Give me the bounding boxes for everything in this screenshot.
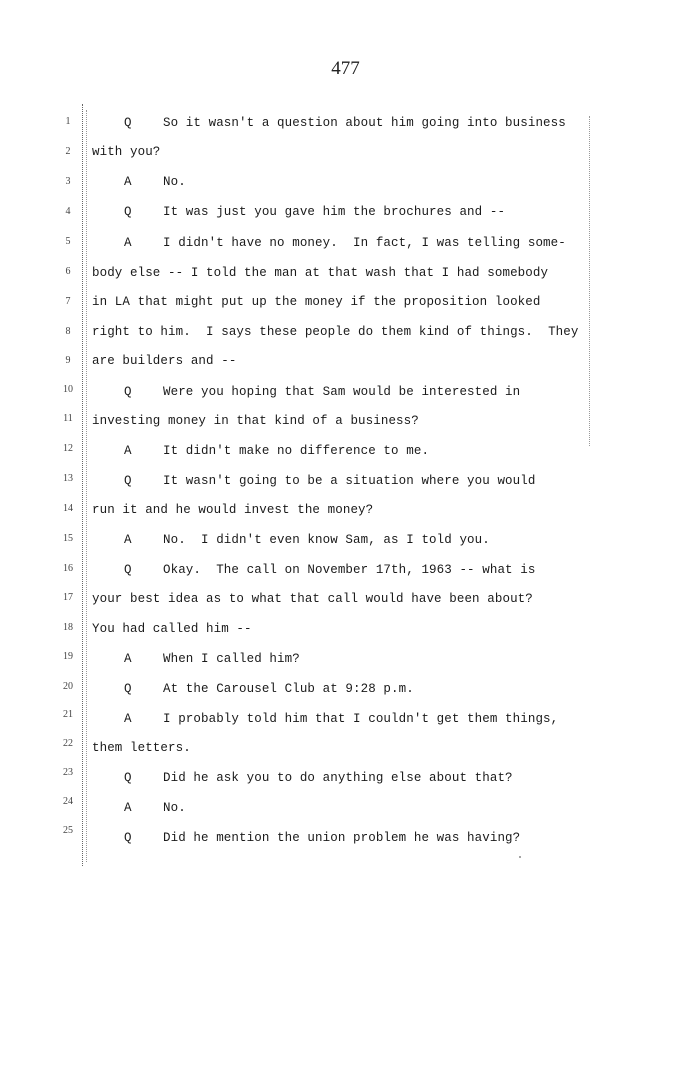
transcript-line <box>124 175 186 189</box>
transcript-line <box>92 295 540 309</box>
line-text: It wasn't going to be a situation where you would <box>163 474 536 488</box>
transcript-line <box>92 622 252 636</box>
line-text: It was just you gave him the brochures and -- <box>163 205 506 219</box>
line-text: Did he ask you to do anything else about that? <box>163 771 513 785</box>
line-text: I probably told him that I couldn't get them things, <box>163 712 559 726</box>
line-number: 2 <box>65 146 71 157</box>
transcript-line <box>124 563 535 577</box>
line-text: with you? <box>92 145 161 159</box>
line-text: You had called him -- <box>92 622 252 636</box>
line-number: 9 <box>65 355 71 366</box>
transcript-line <box>124 712 558 726</box>
speaker-label: A <box>124 236 132 250</box>
line-text: I didn't have no money. In fact, I was telling some- <box>163 236 566 250</box>
speaker-label: Q <box>124 771 132 785</box>
line-text: body else -- I told the man at that wash that I had somebody <box>92 266 549 280</box>
line-number: 8 <box>65 326 71 337</box>
line-number: 15 <box>63 533 73 544</box>
speaker-label: Q <box>124 563 132 577</box>
line-number: 11 <box>63 413 73 424</box>
line-number: 14 <box>63 503 73 514</box>
line-number: 18 <box>63 622 73 633</box>
left-margin-rule-inner <box>86 110 87 862</box>
transcript-line <box>92 266 548 280</box>
right-margin-rule <box>589 116 590 446</box>
line-text: run it and he would invest the money? <box>92 503 374 517</box>
line-text: No. <box>163 175 186 189</box>
line-number: 6 <box>65 266 71 277</box>
speaker-label: A <box>124 712 132 726</box>
line-text: right to him. I says these people do them kind of things. They <box>92 325 579 339</box>
left-margin-rule <box>82 104 83 866</box>
line-number: 25 <box>63 825 73 836</box>
line-text: your best idea as to what that call would have been about? <box>92 592 533 606</box>
line-text: When I called him? <box>163 652 300 666</box>
speaker-label: Q <box>124 385 132 399</box>
transcript-line <box>92 325 578 339</box>
line-number: 1 <box>65 116 71 127</box>
transcript-line <box>124 236 566 250</box>
line-text: At the Carousel Club at 9:28 p.m. <box>163 682 414 696</box>
line-number: 10 <box>63 384 73 395</box>
transcript-line <box>92 741 191 755</box>
speaker-label: Q <box>124 831 132 845</box>
line-number: 24 <box>63 796 73 807</box>
line-text: Okay. The call on November 17th, 1963 -- what is <box>163 563 536 577</box>
line-text: Did he mention the union problem he was having? <box>163 831 521 845</box>
speaker-label: Q <box>124 474 132 488</box>
transcript-line <box>124 533 490 547</box>
line-number: 12 <box>63 443 73 454</box>
line-number: 3 <box>65 176 71 187</box>
line-text: investing money in that kind of a business? <box>92 414 419 428</box>
transcript-line <box>92 592 533 606</box>
transcript-line <box>92 145 160 159</box>
speaker-label: Q <box>124 205 132 219</box>
transcript-line <box>124 801 186 815</box>
transcript-line <box>124 682 414 696</box>
transcript-line <box>92 414 419 428</box>
line-number: 5 <box>65 236 71 247</box>
line-number: 7 <box>65 296 71 307</box>
line-number: 19 <box>63 651 73 662</box>
line-text: them letters. <box>92 741 191 755</box>
line-number: 13 <box>63 473 73 484</box>
line-text: No. <box>163 801 186 815</box>
line-number: 21 <box>63 709 73 720</box>
speaker-label: A <box>124 652 132 666</box>
transcript-line <box>92 503 373 517</box>
transcript-line <box>92 354 236 368</box>
transcript-line <box>124 385 520 399</box>
transcript-line <box>124 116 566 130</box>
line-text: are builders and -- <box>92 354 237 368</box>
line-text: It didn't make no difference to me. <box>163 444 430 458</box>
line-number: 20 <box>63 681 73 692</box>
line-text: in LA that might put up the money if the proposition looked <box>92 295 541 309</box>
line-number: 22 <box>63 738 73 749</box>
line-number: 4 <box>65 206 71 217</box>
page-number: 477 <box>331 58 360 79</box>
speaker-label: Q <box>124 116 132 130</box>
transcript-line <box>124 444 429 458</box>
speaker-label: A <box>124 175 132 189</box>
line-text: No. I didn't even know Sam, as I told you. <box>163 533 490 547</box>
line-number: 16 <box>63 563 73 574</box>
transcript-line <box>124 831 520 845</box>
transcript-line <box>124 474 535 488</box>
speaker-label: Q <box>124 682 132 696</box>
speaker-label: A <box>124 533 132 547</box>
transcript-line <box>124 652 300 666</box>
stray-mark <box>519 856 521 858</box>
speaker-label: A <box>124 444 132 458</box>
speaker-label: A <box>124 801 132 815</box>
line-text: Were you hoping that Sam would be interested in <box>163 385 521 399</box>
line-number: 23 <box>63 767 73 778</box>
line-number: 17 <box>63 592 73 603</box>
transcript-line <box>124 205 505 219</box>
line-text: So it wasn't a question about him going into business <box>163 116 566 130</box>
transcript-line <box>124 771 513 785</box>
